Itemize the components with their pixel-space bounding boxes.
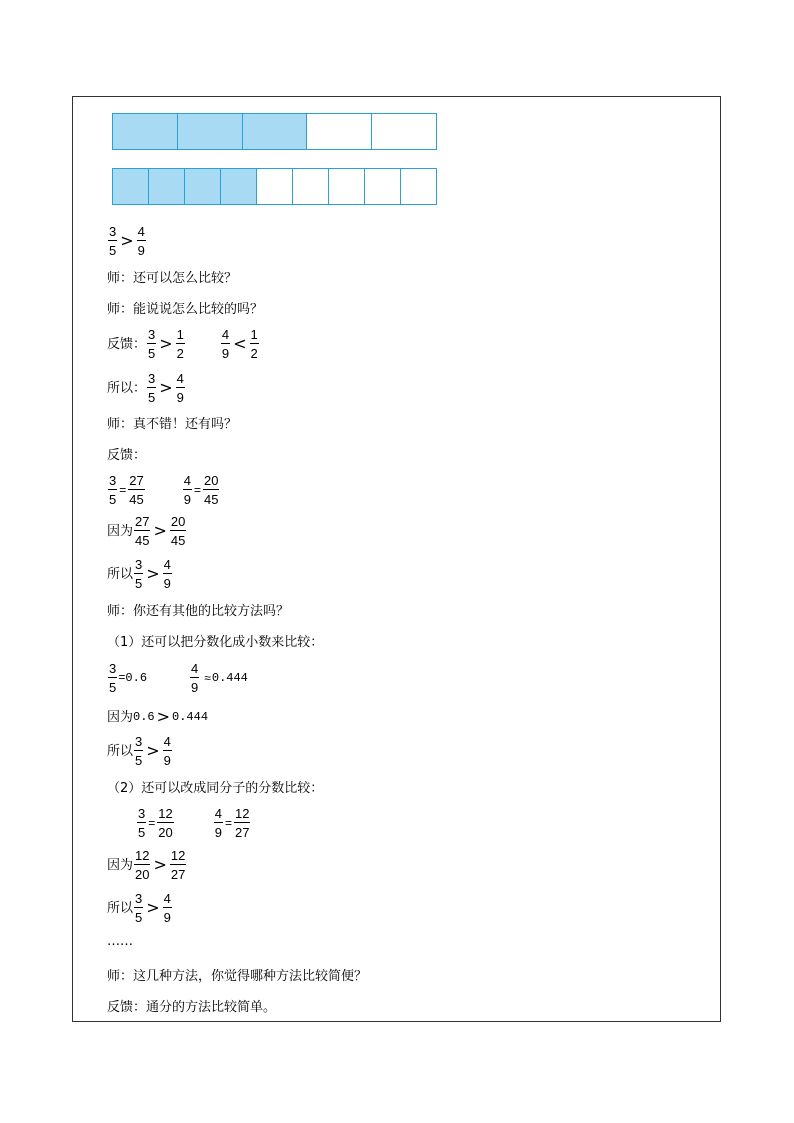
conclusion-line-2 — [107, 558, 173, 590]
fraction-4-9: $\frac{4}{9}$ — [191, 661, 199, 695]
so-label: 所以 — [107, 743, 134, 759]
fraction-4-9: $\frac{4}{9}$ — [183, 473, 191, 507]
fraction-12-20: $\frac{12}{20}$ — [135, 848, 150, 882]
so-label: 所以 — [107, 900, 134, 916]
because-label: 因为 — [107, 523, 134, 539]
compare-line-1 — [107, 225, 147, 257]
conclusion-line-3 — [107, 735, 173, 767]
fraction-4-9: $\frac{4}{9}$ — [214, 806, 222, 840]
fraction-1-2: $\frac{1}{2}$ — [176, 327, 184, 361]
fraction-27-45: $\frac{27}{45}$ — [129, 473, 144, 507]
decimal-value-1: =0.6 — [118, 671, 148, 685]
greater-sign: > — [120, 231, 134, 250]
fraction-20-45: $\frac{20}{45}$ — [203, 473, 219, 507]
equivalence-line-1 — [107, 474, 220, 506]
fraction-bar-fifths — [112, 113, 437, 150]
bar-cell-empty — [329, 169, 365, 204]
feedback-label: 反馈： — [107, 336, 147, 352]
teacher-line-4: 师：你还有其他的比较方法吗？ — [107, 604, 290, 619]
equals-sign: = — [224, 816, 232, 830]
greater-sign: > — [146, 564, 160, 583]
ellipsis: …… — [107, 934, 133, 949]
approx-sign: ≈ — [204, 671, 211, 685]
fraction-12-27: $\frac{12}{27}$ — [234, 806, 250, 840]
equivalence-line-2 — [136, 807, 251, 839]
conclusion-line-4 — [107, 892, 173, 924]
bar-cell-filled — [185, 169, 221, 204]
teacher-line-2: 师：能说说怎么比较的吗？ — [107, 302, 264, 317]
so-label: 所以 — [107, 566, 134, 582]
because-label: 因为 — [107, 709, 134, 725]
fraction-3-5: $\frac{3}{5}$ — [148, 327, 156, 361]
fraction-1-2: $\frac{1}{2}$ — [250, 327, 258, 361]
fraction-12-27: $\frac{12}{27}$ — [170, 848, 186, 882]
bar-cell-filled — [178, 114, 243, 149]
fraction-3-5: $\frac{3}{5}$ — [109, 473, 117, 507]
bar-cell-empty — [293, 169, 329, 204]
fraction-3-5: $\frac{3}{5}$ — [109, 224, 117, 258]
greater-sign: > — [153, 855, 167, 874]
feedback-line-1 — [107, 328, 260, 360]
equals-sign: = — [193, 483, 201, 497]
fraction-4-9: $\frac{4}{9}$ — [163, 734, 171, 768]
fraction-3-5: $\frac{3}{5}$ — [109, 661, 117, 695]
fraction-bar-ninths — [112, 168, 437, 205]
fraction-4-9: $\frac{4}{9}$ — [163, 891, 171, 925]
bar-cell-empty — [307, 114, 372, 149]
bar-cell-empty — [401, 169, 436, 204]
less-sign: < — [233, 334, 247, 353]
equals-sign: = — [119, 483, 127, 497]
greater-sign: > — [156, 707, 171, 726]
greater-sign: > — [146, 898, 160, 917]
fraction-12-20: $\frac{12}{20}$ — [158, 806, 173, 840]
fraction-4-9: $\frac{4}{9}$ — [137, 224, 145, 258]
fraction-20-45: $\frac{20}{45}$ — [170, 514, 186, 548]
fraction-4-9: $\frac{4}{9}$ — [221, 327, 230, 361]
decimal-line — [107, 662, 248, 694]
bar-cell-filled — [113, 114, 178, 149]
bar-cell-filled — [243, 114, 308, 149]
greater-sign: > — [146, 741, 160, 760]
fraction-3-5: $\frac{3}{5}$ — [135, 557, 143, 591]
fraction-3-5: $\frac{3}{5}$ — [135, 734, 143, 768]
equals-sign: = — [148, 816, 156, 830]
so-label: 所以： — [107, 380, 147, 396]
fraction-3-5: $\frac{3}{5}$ — [135, 891, 143, 925]
because-line-3 — [107, 849, 187, 881]
fraction-3-5: $\frac{3}{5}$ — [138, 806, 146, 840]
teacher-line-3: 师：真不错！还有吗？ — [107, 417, 238, 432]
decimal-a: 0.6 — [133, 710, 155, 724]
bar-cell-filled — [113, 169, 149, 204]
teacher-line-1: 师：还可以怎么比较？ — [107, 271, 238, 286]
greater-sign: > — [159, 334, 173, 353]
bar-cell-filled — [221, 169, 257, 204]
bar-cell-empty — [365, 169, 401, 204]
feedback-conclusion: 反馈：通分的方法比较简单。 — [107, 1000, 277, 1015]
because-label: 因为 — [107, 857, 134, 873]
fraction-27-45: $\frac{27}{45}$ — [135, 514, 150, 548]
decimal-b: 0.444 — [172, 710, 209, 724]
bar-cell-empty — [257, 169, 293, 204]
greater-sign: > — [159, 378, 173, 397]
bar-cell-empty — [372, 114, 436, 149]
method-1-heading: （1）还可以把分数化成小数来比较： — [107, 635, 324, 650]
fraction-4-9: $\frac{4}{9}$ — [163, 557, 171, 591]
greater-sign: > — [153, 521, 167, 540]
fraction-3-5: $\frac{3}{5}$ — [148, 371, 156, 405]
conclusion-line-1 — [107, 372, 186, 404]
teacher-line-5: 师：这几种方法，你觉得哪种方法比较简便？ — [107, 969, 368, 984]
fraction-4-9: $\frac{4}{9}$ — [176, 371, 184, 405]
decimal-value-2: 0.444 — [211, 671, 248, 685]
feedback-label-2: 反馈： — [107, 448, 147, 463]
method-2-heading: （2）还可以改成同分子的分数比较： — [107, 781, 324, 796]
bar-cell-filled — [149, 169, 185, 204]
because-line-1 — [107, 515, 187, 547]
because-line-2 — [107, 709, 208, 725]
